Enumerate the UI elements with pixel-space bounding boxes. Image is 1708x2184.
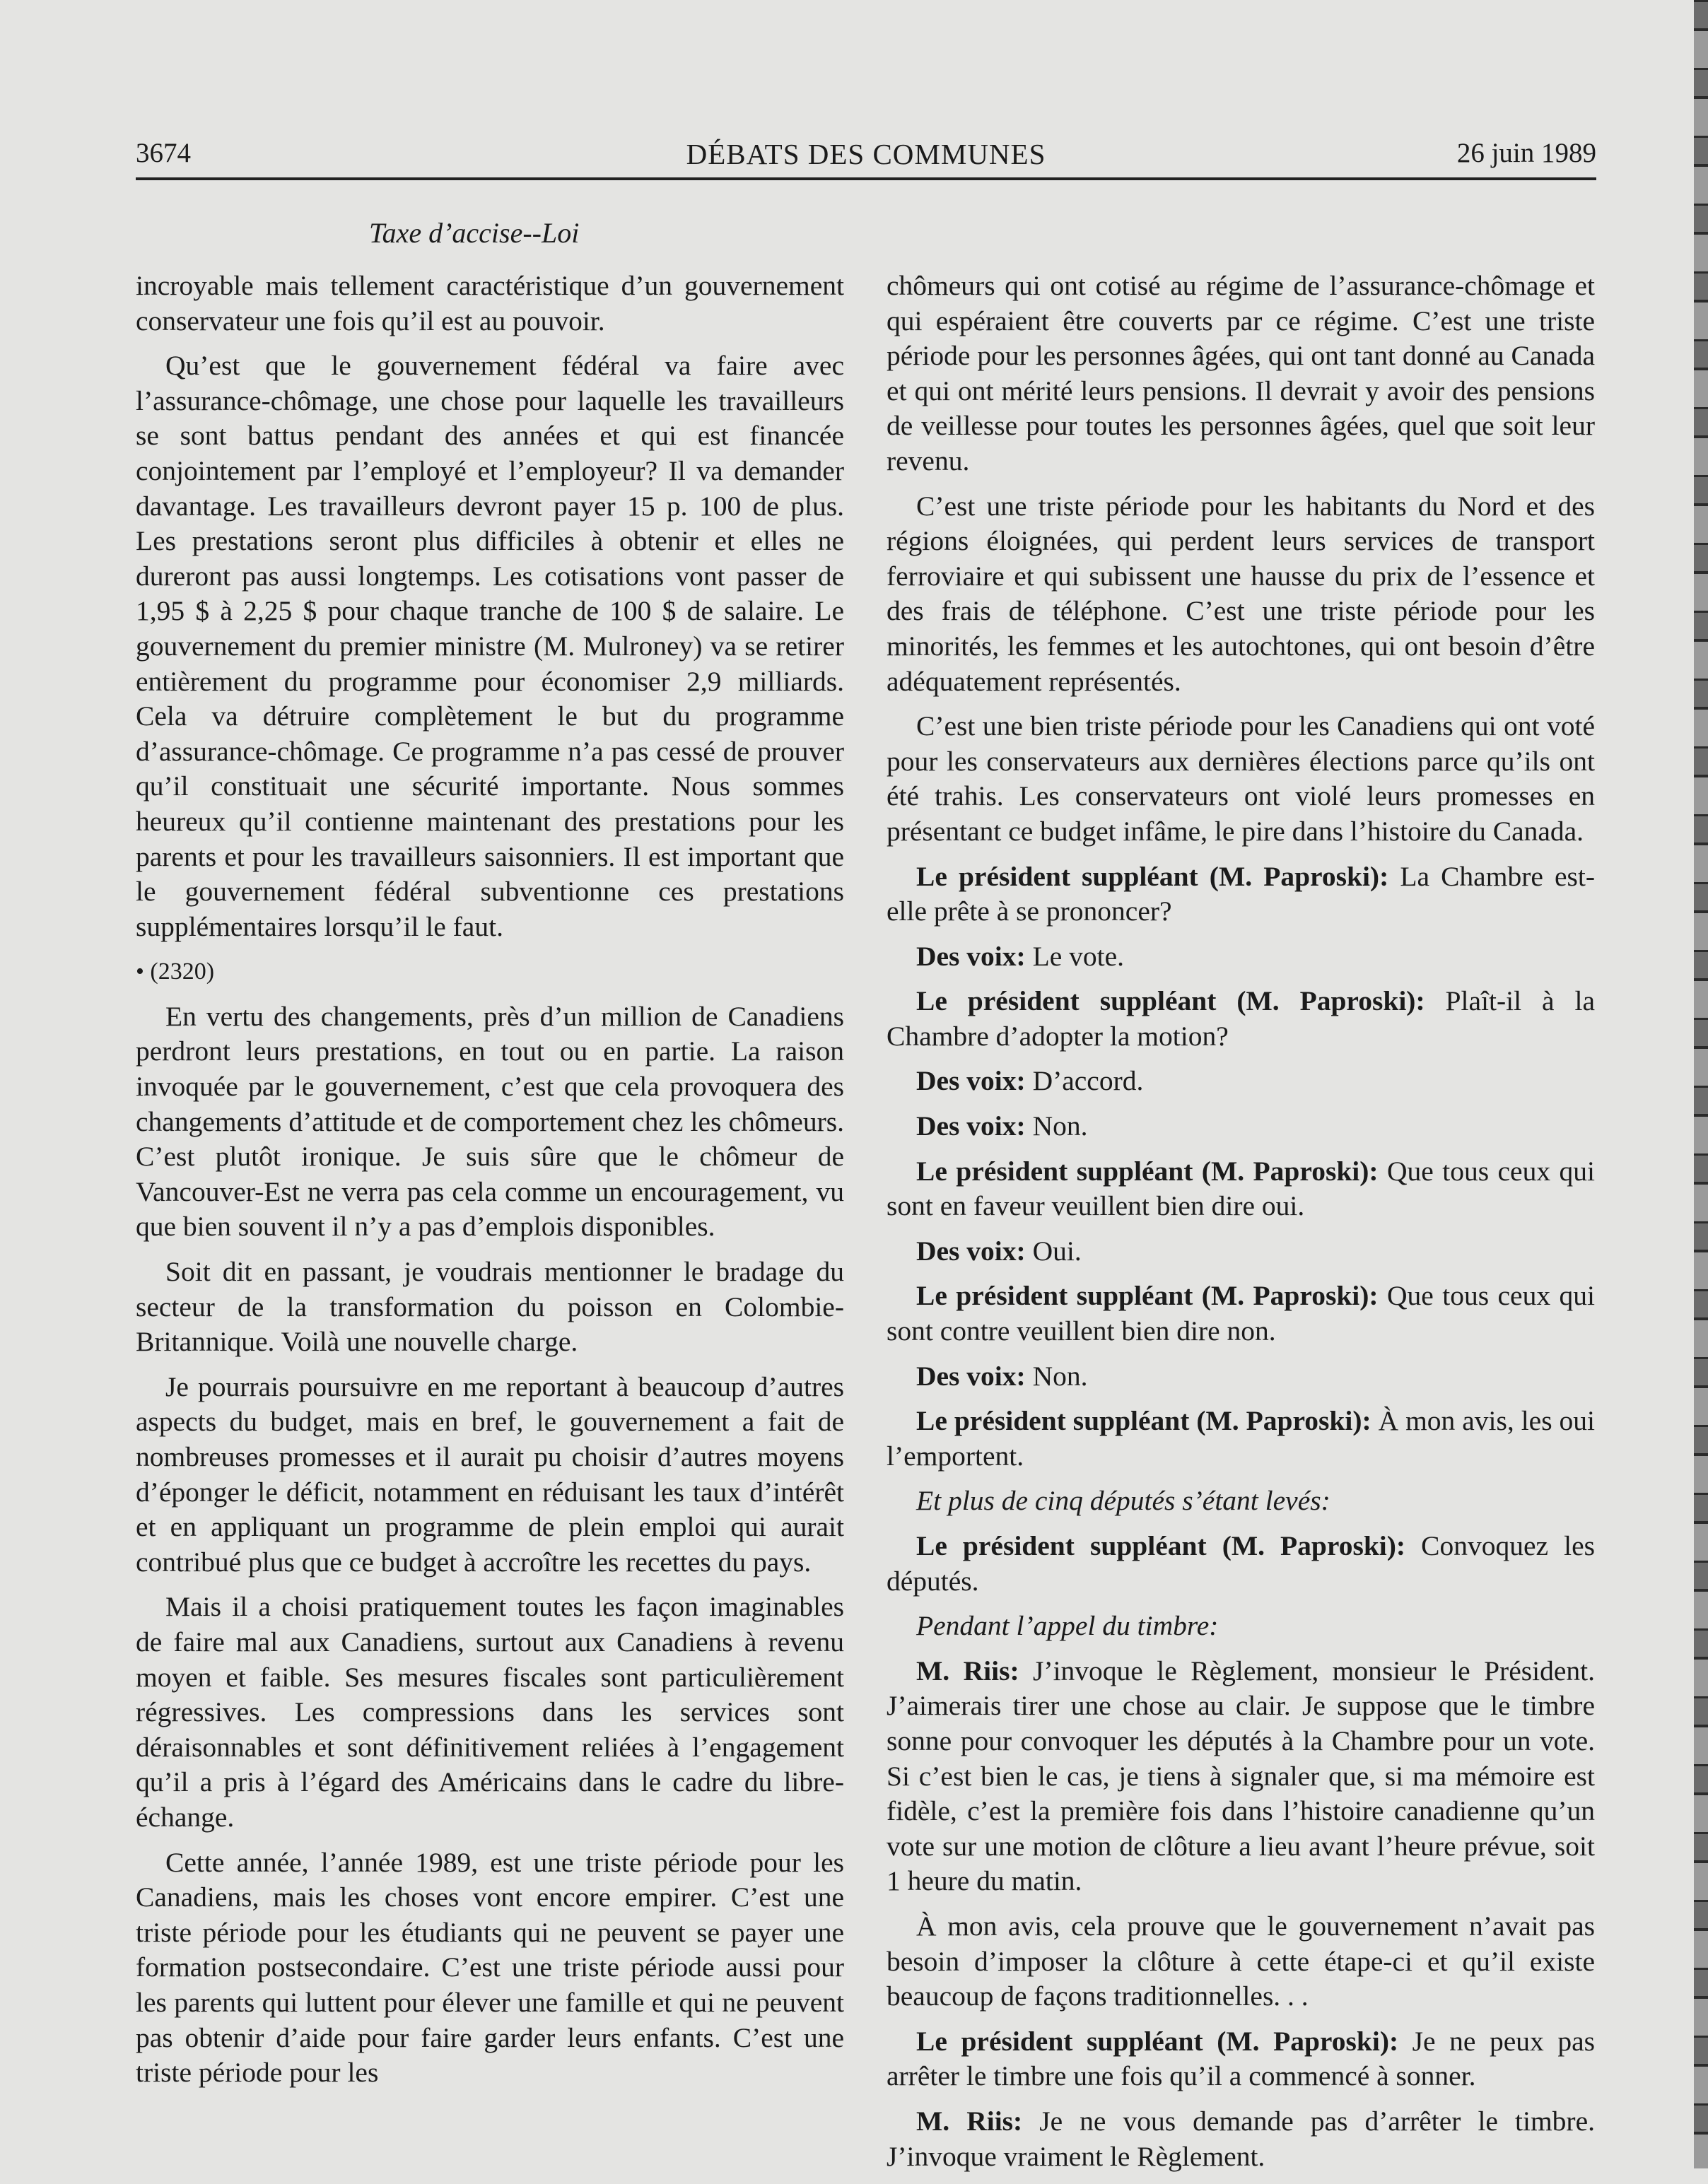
stage-direction: Pendant l’appel du timbre:	[916, 1610, 1219, 1642]
paragraph: C’est une triste période pour les habitants du Nord et des régions éloignées, qui perdent leurs services de transport ferroviaire et qui subissent une hausse du prix de l’essence et des frais de téléphone. C’est une triste période pour les minorités, les femmes et les autochtones, qui ont besoin d’être adéquatement représentés.	[887, 490, 1595, 697]
speech	[887, 859, 1595, 929]
speech	[887, 1154, 1595, 1224]
stage-direction: Et plus de cinq députés s’étant levés:	[916, 1485, 1330, 1517]
speech-text: D’accord.	[1025, 1065, 1144, 1097]
speech-text: Oui.	[1025, 1235, 1082, 1267]
speech-text: Non.	[1025, 1360, 1088, 1392]
speech	[887, 2024, 1595, 2094]
paragraph: C’est une bien triste période pour les Canadiens qui ont voté pour les conservateurs aux dernières élections parce qu’ils ont été trahis. Les conservateurs ont violé leurs promesses en présentant ce budget infâme, le pire dans l’histoire du Canada.	[887, 710, 1595, 847]
speech-text: J’invoque le Règlement, monsieur le Président. J’aimerais tirer une chose au clair. Je suppose que le timbre sonne pour convoquer les députés à la Chambre pour un vote. Si c’est bien le cas, je tiens à signaler que, si ma mémoire est fidèle, c’est la première fois dans l’histoire canadienne qu’un vote sur une motion de clôture a lieu avant l’heure prévue, soit 1 heure du matin.	[887, 1655, 1595, 1897]
speech	[887, 1109, 1595, 1144]
speech-text: Plaît-il à la Chambre d’adopter la motion?	[887, 985, 1595, 1052]
speaker-name: M. Riis:	[916, 2105, 1023, 2137]
speech-text: Que tous ceux qui sont en faveur veuillent bien dire oui.	[887, 1155, 1595, 1222]
speaker-name: M. Riis:	[916, 1655, 1019, 1686]
speaker-name: Le président suppléant (M. Paproski):	[916, 1405, 1371, 1437]
section-subject: Taxe d’accise--Loi	[369, 217, 580, 249]
speaker-name: Des voix:	[916, 940, 1026, 972]
speaker-name: Le président suppléant (M. Paproski):	[916, 985, 1425, 1017]
speech	[887, 984, 1595, 1054]
speaker-name: Le président suppléant (M. Paproski):	[916, 1280, 1379, 1312]
paragraph: À mon avis, cela prouve que le gouvernement n’avait pas besoin d’imposer la clôture à cette étape-ci et qu’il existe beaucoup de façons traditionnelles. . .	[887, 1910, 1595, 2012]
page-number: 3674	[136, 138, 191, 168]
speech	[887, 1529, 1595, 1599]
page-header	[136, 137, 1596, 180]
speech	[887, 1654, 1595, 1899]
speaker-name: Le président suppléant (M. Paproski):	[916, 1155, 1379, 1187]
speech	[887, 1279, 1595, 1349]
paragraph: Soit dit en passant, je voudrais mentionner le bradage du secteur de la transformation du poisson en Colombie-Britannique. Voilà une nouvelle charge.	[136, 1256, 844, 1358]
speech-text: Je ne peux pas arrêter le timbre une fois qu’il a commencé à sonner.	[887, 2025, 1595, 2092]
speech	[887, 1234, 1595, 1269]
scan-edge	[1694, 0, 1708, 2168]
speech	[887, 1404, 1595, 1474]
speech-text: Convoquez les députés.	[887, 1530, 1595, 1597]
speech-text: La Chambre est-elle prête à se prononcer?	[887, 860, 1595, 927]
left-column	[136, 269, 844, 2101]
speech	[887, 1359, 1595, 1395]
right-column	[887, 269, 1595, 2184]
speech	[887, 939, 1595, 975]
header-rule	[136, 177, 1596, 180]
paragraph: Mais il a choisi pratiquement toutes les façon imaginables de faire mal aux Canadiens, surtout aux Canadiens à revenu moyen et faible. Ses mesures fiscales sont particulièrement régressives. Les compressions dans les services sont déraisonnables et sont définitivement reliées à l’engagement qu’il a pris à l’égard des Américains dans le cadre du libre-échange.	[136, 1591, 844, 1833]
speaker-name: Le président suppléant (M. Paproski):	[916, 2025, 1399, 2057]
speech-text: Le vote.	[1025, 940, 1124, 972]
page-title: DÉBATS DES COMMUNES	[686, 138, 1046, 170]
speaker-name: Le président suppléant (M. Paproski):	[916, 1530, 1406, 1561]
speaker-name: Des voix:	[916, 1235, 1026, 1267]
time-marker: • (2320)	[136, 958, 215, 985]
speech-text: Que tous ceux qui sont contre veuillent bien dire non.	[887, 1280, 1595, 1347]
paragraph: Cette année, l’année 1989, est une triste période pour les Canadiens, mais les choses vont encore empirer. C’est une triste période pour les étudiants qui ne peuvent se payer une formation postsecondaire. C’est une triste période aussi pour les parents qui luttent pour élever une famille et qui ne peuvent pas obtenir d’aide pour faire garder leurs enfants. C’est une triste période pour les	[136, 1846, 844, 2089]
speech-text: Non.	[1025, 1110, 1088, 1142]
speech	[887, 2104, 1595, 2174]
speech	[887, 1064, 1595, 1099]
paragraph: chômeurs qui ont cotisé au régime de l’assurance-chômage et qui espéraient être couverts par ce régime. C’est une triste période pour les personnes âgées, qui ont tant donné au Canada et qui ont mérité leurs pensions. Il devrait y avoir des pensions de veillesse pour toutes les personnes âgées, quel que soit leur revenu.	[887, 270, 1595, 476]
speech-text: À mon avis, les oui l’emportent.	[887, 1405, 1595, 1472]
speaker-name: Le président suppléant (M. Paproski):	[916, 860, 1389, 892]
page-date: 26 juin 1989	[1456, 138, 1596, 168]
speaker-name: Des voix:	[916, 1110, 1026, 1142]
speech-text: Je ne vous demande pas d’arrêter le timbre. J’invoque vraiment le Règlement.	[887, 2105, 1595, 2172]
speaker-name: Des voix:	[916, 1360, 1026, 1392]
paragraph: Qu’est que le gouvernement fédéral va faire avec l’assurance-chômage, une chose pour laquelle les travailleurs se sont battus pendant des années et qui est financée conjointement par l’employé et l’employeur? Il va demander davantage. Les travailleurs devront payer 15 p. 100 de plus. Les prestations seront plus difficiles à obtenir et elles ne dureront pas aussi longtemps. Les cotisations vont passer de 1,95 $ à 2,25 $ pour chaque tranche de 100 $ de salaire. Le gouvernement du premier ministre (M. Mulroney) va se retirer entièrement du programme pour économiser 2,9 milliards. Cela va détruire complètement le but du programme d’assurance-chômage. Ce programme n’a pas cessé de prouver qu’il constituait une sécurité importante. Nous sommes heureux qu’il contienne maintenant des prestations pour les parents et pour les travailleurs saisonniers. Il est important que le gouvernement fédéral subventionne ces prestations supplémentaires lorsqu’il le faut.	[136, 350, 844, 942]
speaker-name: Des voix:	[916, 1065, 1026, 1097]
paragraph: Je pourrais poursuivre en me reportant à beaucoup d’autres aspects du budget, mais en bref, le gouvernement a fait de nombreuses promesses et il aurait pu choisir d’autres moyens d’éponger le déficit, notamment en réduisant les taux d’intérêt et en appliquant un programme de plein emploi qui aurait contribué plus que ce budget à accroître les recettes du pays.	[136, 1370, 844, 1578]
paragraph: En vertu des changements, près d’un million de Canadiens perdront leurs prestations, en tout ou en partie. La raison invoquée par le gouvernement, c’est que cela provoquera des changements d’attitude et de comportement chez les chômeurs. C’est plutôt ironique. Je suis sûre que le chômeur de Vancouver-Est ne verra pas cela comme un encouragement, vu que bien souvent il n’y a pas d’emplois disponibles.	[136, 1000, 844, 1243]
paragraph: incroyable mais tellement caractéristique d’un gouvernement conservateur une fois qu’il est au pouvoir.	[136, 270, 844, 336]
